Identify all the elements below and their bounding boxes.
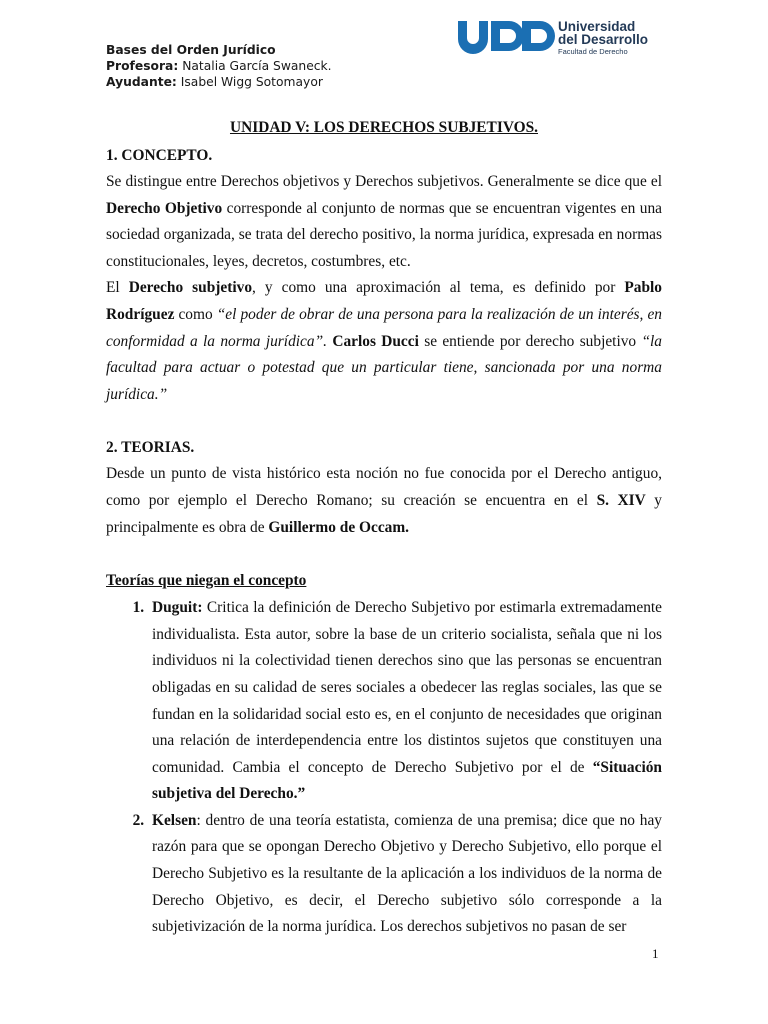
profesora-line: Profesora: Natalia García Swaneck. bbox=[106, 59, 332, 73]
page-number: 1 bbox=[652, 946, 659, 961]
logo-text: Universidad del Desarrollo Facultad de Derecho bbox=[558, 19, 649, 56]
subsection-heading: Teorías que niegan el concepto bbox=[106, 572, 307, 590]
section-heading-teorias: 2. TEORIAS. bbox=[106, 439, 195, 457]
paragraph-concepto-2: El Derecho subjetivo, y como una aproximación al tema, es definido por Pablo Rodríguez como “el poder de obrar de una persona para la realización de un interés, en conformidad a la norma jurídica”. Carlos Ducci se entiende por derecho subjetivo “la facultad para actuar o potestad que un particular tiene, sancionada por una norma jurídica.” bbox=[106, 279, 663, 403]
theories-list bbox=[106, 595, 662, 941]
list-item-kelsen: 2. Kelsen: dentro de una teoría estatista, comienza de una premisa; dice que no hay razón para que se opongan Derecho Objetivo y Derecho Subjetivo, ello porque el Derecho Subjetivo es la resultante de la aplicación a los individuos de la norma de Derecho Objetivo, es decir, el Derecho subjetivo sólo corresponde a la subjetivización de la norma jurídica. Los derechos subjetivos no pasan de ser bbox=[148, 808, 662, 941]
course-name: Bases del Orden Jurídico bbox=[106, 43, 276, 57]
document-header bbox=[106, 42, 332, 90]
paragraph-teorias-1: Desde un punto de vista histórico esta noción no fue conocida por el Derecho antiguo, como por ejemplo el Derecho Romano; su creación se encuentra en el S. XIV y principalmente es obra de Guillermo de Occam. bbox=[106, 465, 663, 536]
udd-logo-icon bbox=[456, 18, 556, 54]
section-heading-concepto: 1. CONCEPTO. bbox=[106, 147, 213, 164]
unit-title: UNIDAD V: LOS DERECHOS SUBJETIVOS. bbox=[229, 119, 538, 136]
paragraph-concepto-1: Se distingue entre Derechos objetivos y Derechos subjetivos. Generalmente se dice que el Derecho Objetivo corresponde al conjunto de normas que se encuentran vigentes en una sociedad organizada, se trata del derecho positivo, la norma jurídica, expresada en normas constitucionales, leyes, decretos, costumbres, etc. bbox=[106, 173, 662, 270]
list-item-duguit: 1. Duguit: Critica la definición de Derecho Subjetivo por estimarla extremadamente individualista. Esta autor, sobre la base de un criterio socialista, señala que ni los individuos ni la colectividad tienen derechos sino que las personas se encuentran obligadas en su calidad de seres sociales a obedecer las reglas sociales, las que se fundan en la solidaridad social esto es, en el conjunto de necesidades que originan una relación de interdependencia entre los distintos sujetos que constituyen una comunidad. Cambia el concepto de Derecho Subjetivo por el de “Situación subjetiva del Derecho.” bbox=[148, 595, 662, 808]
university-logo bbox=[456, 18, 666, 58]
ayudante-line: Ayudante: Isabel Wigg Sotomayor bbox=[106, 75, 323, 89]
document-body bbox=[106, 114, 662, 941]
